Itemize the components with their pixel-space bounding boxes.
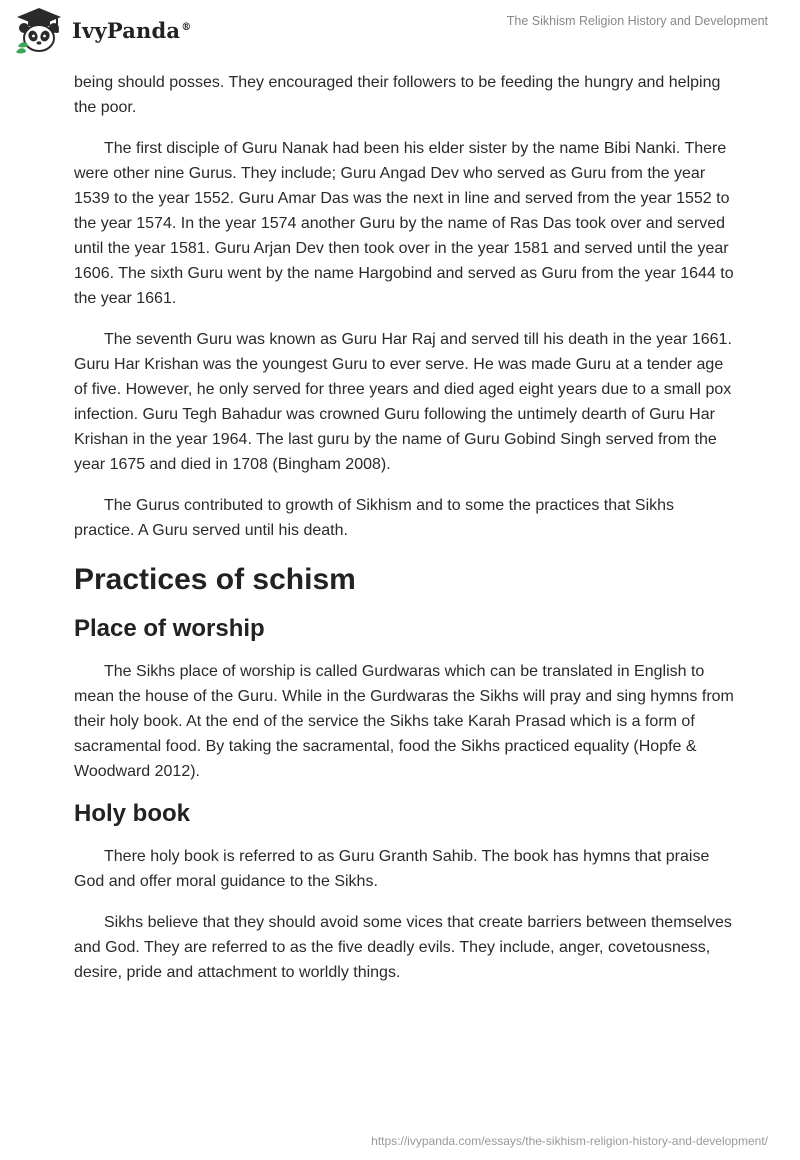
- paragraph-five-evils: Sikhs believe that they should avoid some vices that create barriers between themselves and God. They are referred to as the five deadly evils. They include, anger, covetousness, desire, pride and attachment to worldly things.: [74, 914, 732, 981]
- paragraph-later-gurus: The seventh Guru was known as Guru Har Raj and served till his death in the year 1661. Guru Har Krishan was the youngest Guru to ever serve. He was made Guru at a tender age of five. However, he only served for three years and died aged eight years due to a small pox infection. Guru Tegh Bahadur was crowned Guru following the untimely dearth of Guru Har Krishan in the year 1964. The last guru by the name of Guru Gobind Singh served from the year 1675 and died in 1708 (Bingham 2008).: [74, 331, 732, 473]
- paragraph-gurus-list: The first disciple of Guru Nanak had been his elder sister by the name Bibi Nanki. There were other nine Gurus. They include; Guru Angad Dev who served as Guru from the year 1539 to the year 1552. Guru Amar Das was the next in line and served from the year 1552 to the year 1574. In the year 1574 another Guru by the name of Ras Das took over and served until the year 1581. Guru Arjan Dev then took over in the year 1581 and served until the year 1606. The sixth Guru went by the name Hargobind and served as Guru from the year 1644 to the year 1661.: [74, 140, 734, 307]
- section-heading: Practices of schism: [74, 563, 356, 596]
- source-url[interactable]: https://ivypanda.com/essays/the-sikhism-religion-history-and-development/: [371, 1134, 768, 1148]
- paragraph-holy-book: There holy book is referred to as Guru Granth Sahib. The book has hymns that praise God and offer moral guidance to the Sikhs.: [74, 848, 710, 890]
- subheading-holy-book: Holy book: [74, 800, 191, 827]
- panda-graduate-icon: [14, 6, 64, 54]
- subheading-place-of-worship: Place of worship: [74, 615, 265, 642]
- essay-content: [74, 70, 734, 1001]
- paragraph-place-of-worship: The Sikhs place of worship is called Gurdwaras which can be translated in English to mean the house of the Guru. While in the Gurdwaras the Sikhs will pray and sing hymns from their holy book. At the end of the service the Sikhs take Karah Prasad which is a form of sacramental food. By taking the sacramental, food the Sikhs practiced equality (Hopfe & Woodward 2012).: [74, 663, 734, 780]
- paragraph-gurus-contribution: The Gurus contributed to growth of Sikhism and to some the practices that Sikhs practice. A Guru served until his death.: [74, 497, 675, 539]
- paragraph-continuation: being should posses. They encouraged their followers to be feeding the hungry and helping the poor.: [74, 74, 721, 116]
- brand-name: IvyPanda®: [72, 17, 192, 43]
- ivypanda-logo[interactable]: [14, 6, 191, 54]
- document-title: The Sikhism Religion History and Development: [506, 14, 768, 28]
- page-header: [0, 0, 800, 62]
